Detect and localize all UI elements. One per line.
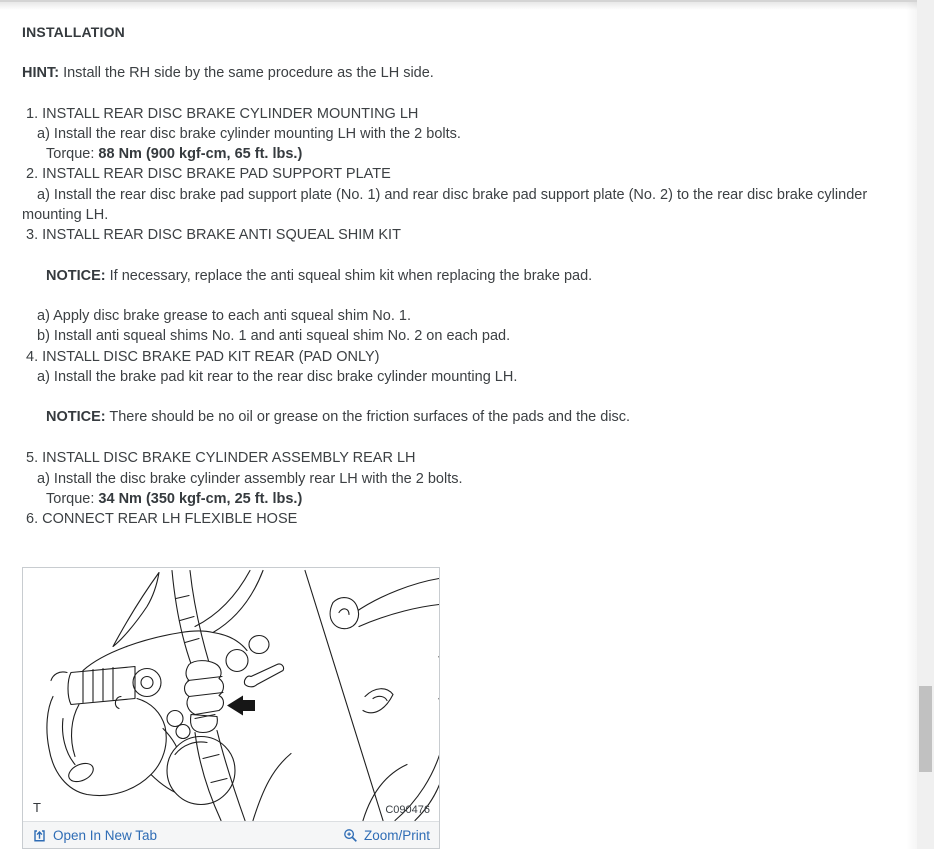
notice-text: If necessary, replace the anti squeal shim kit when replacing the brake pad. [105, 267, 593, 284]
spacer [22, 246, 874, 266]
hint-text: Install the RH side by the same procedure as the LH side. [59, 65, 434, 82]
open-in-new-tab-link[interactable] [32, 828, 157, 843]
step1-sub-a: a) Install the rear disc brake cylinder mounting LH with the 2 bolts. [37, 125, 461, 142]
figure-corner-label: T [33, 800, 41, 815]
step5-torque [22, 489, 874, 509]
spacer [22, 286, 874, 306]
step1-title: 1. INSTALL REAR DISC BRAKE CYLINDER MOUNTING LH [26, 105, 419, 122]
notice-text: There should be no oil or grease on the friction surfaces of the pads and the disc. [105, 409, 631, 426]
spacer [22, 427, 874, 448]
torque-label: Torque: [46, 146, 99, 163]
step5-sub-a: a) Install the disc brake cylinder assembly rear LH with the 2 bolts. [37, 470, 463, 487]
open-in-new-tab-icon [32, 828, 47, 843]
hint-line [22, 63, 874, 83]
figure-image [23, 568, 439, 821]
step1-torque [22, 144, 874, 164]
hint-label: HINT: [22, 65, 60, 82]
notice-label: NOTICE: [46, 409, 106, 426]
step3-notice [22, 266, 874, 286]
step3-sub-b: b) Install anti squeal shims No. 1 and anti squeal shim No. 2 on each pad. [37, 328, 511, 345]
zoom-print-label: Zoom/Print [363, 827, 430, 843]
zoom-print-link[interactable] [343, 828, 430, 843]
step3-title: 3. INSTALL REAR DISC BRAKE ANTI SQUEAL SHIM KIT [26, 227, 401, 244]
figure-footer [23, 821, 439, 848]
step4-notice [22, 407, 874, 427]
step5-title: 5. INSTALL DISC BRAKE CYLINDER ASSEMBLY REAR LH [26, 450, 416, 467]
step2-sub-a: a) Install the rear disc brake pad support plate (No. 1) and rear disc brake pad support plate (No. 2) to the rear disc brake cylinder mounting LH. [22, 186, 868, 224]
brake-caliper-diagram [23, 568, 439, 821]
figure-code: C090476 [385, 804, 430, 816]
arrow-marker [227, 696, 255, 716]
torque-value: 34 Nm (350 kgf-cm, 25 ft. lbs.) [98, 491, 303, 508]
step4-title: 4. INSTALL DISC BRAKE PAD KIT REAR (PAD ONLY) [26, 348, 380, 365]
step2-title: 2. INSTALL REAR DISC BRAKE PAD SUPPORT PLATE [26, 166, 391, 183]
zoom-plus-icon [343, 828, 358, 843]
open-in-new-tab-label: Open In New Tab [53, 827, 158, 843]
spacer [22, 387, 874, 407]
torque-label: Torque: [46, 491, 99, 508]
page-title: INSTALLATION [22, 24, 125, 40]
figure-panel [22, 567, 440, 849]
content-right-shadow [906, 2, 917, 849]
step3-sub-a: a) Apply disc brake grease to each anti squeal shim No. 1. [37, 307, 411, 324]
step4-sub-a: a) Install the brake pad kit rear to the rear disc brake cylinder mounting LH. [37, 368, 518, 385]
notice-label: NOTICE: [46, 267, 106, 284]
torque-value: 88 Nm (900 kgf-cm, 65 ft. lbs.) [98, 146, 303, 163]
scrollbar-thumb[interactable] [919, 686, 932, 772]
step6-title: 6. CONNECT REAR LH FLEXIBLE HOSE [26, 511, 298, 528]
scrollbar[interactable] [917, 0, 934, 849]
